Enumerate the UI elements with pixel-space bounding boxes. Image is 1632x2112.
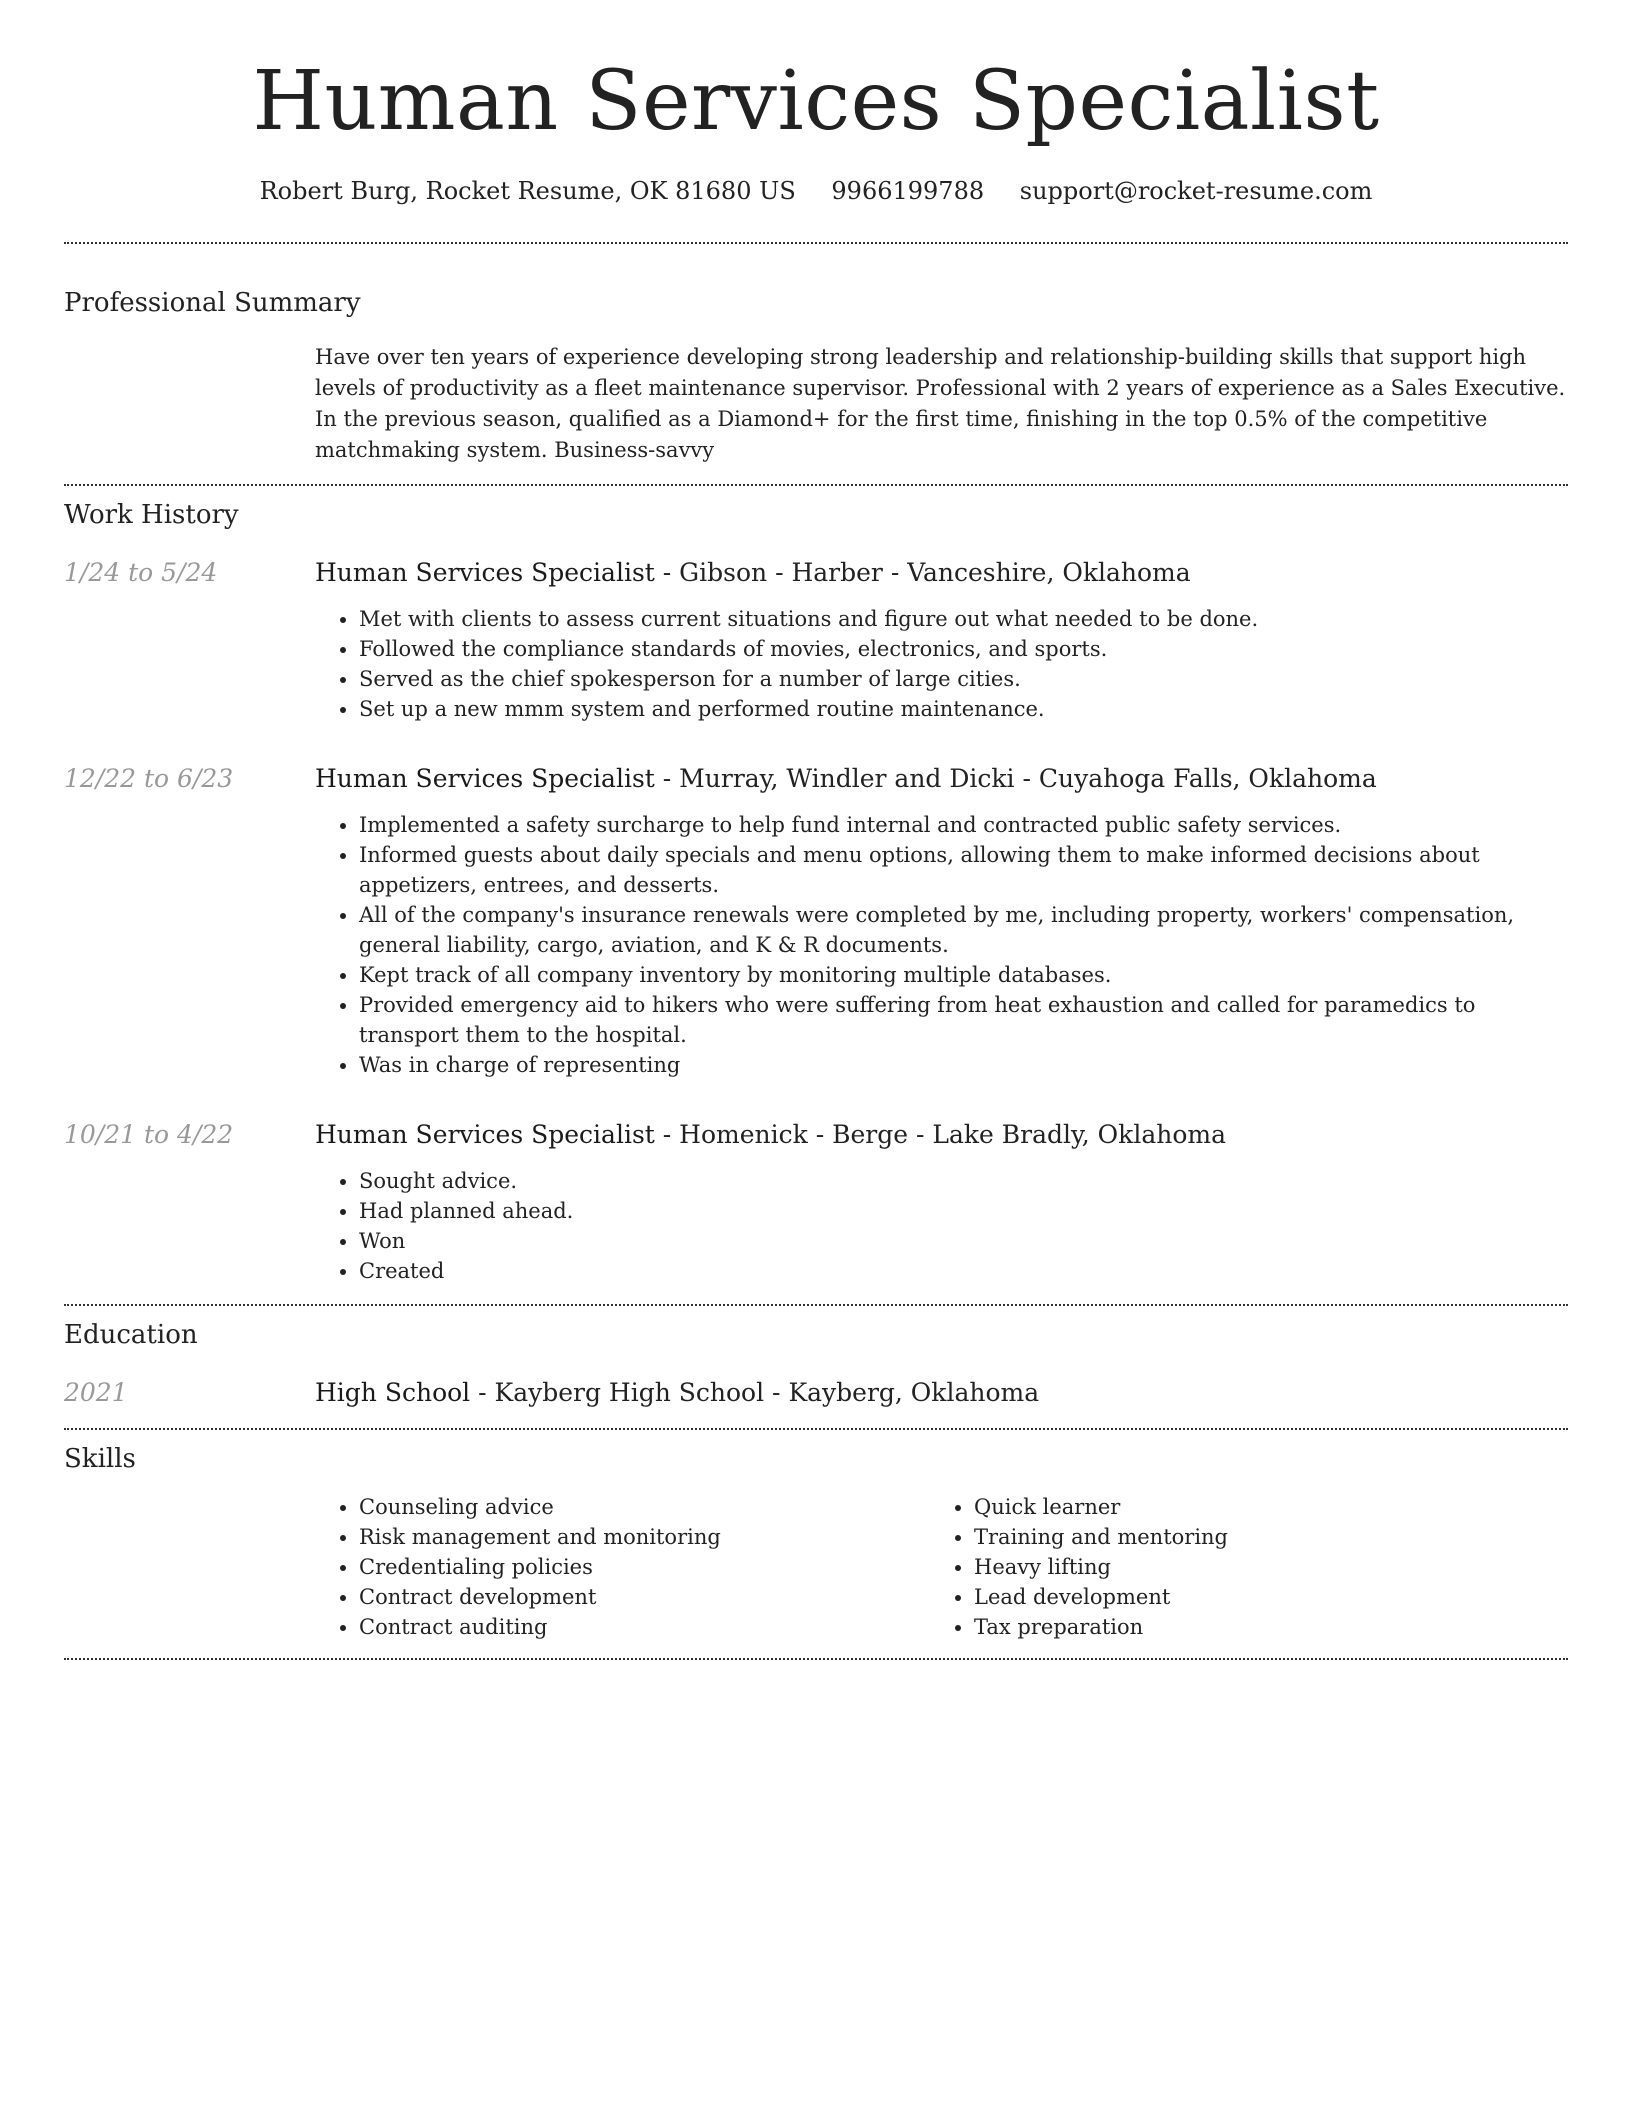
summary-heading: Professional Summary [64, 288, 361, 318]
job-body [315, 556, 1568, 724]
list-item: • Implemented a safety surcharge to help fund internal and contracted public safety services. [359, 810, 1568, 840]
list-item: • Set up a new mmm system and performed routine maintenance. [359, 694, 1568, 724]
education-degree: High School [315, 1378, 471, 1407]
education-heading: Education [64, 1320, 198, 1350]
skill-item: • Counseling advice [359, 1492, 930, 1522]
job-body [315, 762, 1568, 1080]
job-date: 10/21 to 4/22 [64, 1120, 234, 1149]
list-item: • Had planned ahead. [359, 1196, 1568, 1226]
skills-column-right [930, 1492, 1545, 1642]
divider [64, 1304, 1568, 1306]
work-history-heading: Work History [64, 500, 239, 530]
skills-list [315, 1492, 1568, 1642]
list-item: • Won [359, 1226, 1568, 1256]
list-item: • Sought advice. [359, 1166, 1568, 1196]
education-entry [64, 1376, 1568, 1410]
skill-item: • Contract auditing [359, 1612, 930, 1642]
skill-item: • Lead development [974, 1582, 1545, 1612]
skills-column-left [315, 1492, 930, 1642]
job-entry [64, 762, 1568, 1080]
education-title [315, 1376, 1568, 1410]
resume-name: Human Services Specialist [252, 54, 1380, 149]
list-item: • Followed the compliance standards of movies, electronics, and sports. [359, 634, 1568, 664]
job-role: Human Services Specialist [315, 558, 655, 587]
education-date: 2021 [64, 1378, 128, 1407]
contact-address: Robert Burg, Rocket Resume, OK 81680 US [259, 177, 796, 205]
list-item: • Served as the chief spokesperson for a number of large cities. [359, 664, 1568, 694]
job-details: - Homenick - Berge - Lake Bradly, Oklahoma [654, 1120, 1226, 1149]
job-title [315, 556, 1568, 590]
list-item: • Informed guests about daily specials and menu options, allowing them to make informed decisions about appetizers, entrees, and desserts. [359, 840, 1568, 900]
skill-item: • Risk management and monitoring [359, 1522, 930, 1552]
contact-email: support@rocket-resume.com [1019, 177, 1373, 205]
resume-page [64, 0, 1568, 1660]
list-item: • Provided emergency aid to hikers who were suffering from heat exhaustion and called for paramedics to transport them to the hospital. [359, 990, 1568, 1050]
job-details: - Gibson - Harber - Vanceshire, Oklahoma [654, 558, 1191, 587]
divider [64, 242, 1568, 244]
job-role: Human Services Specialist [315, 764, 655, 793]
contact-phone: 9966199788 [831, 177, 985, 205]
divider [64, 484, 1568, 486]
skill-item: • Tax preparation [974, 1612, 1545, 1642]
job-entry [64, 1118, 1568, 1286]
divider [64, 1658, 1568, 1660]
skill-item: • Quick learner [974, 1492, 1545, 1522]
job-body [315, 1118, 1568, 1286]
job-bullets [315, 604, 1568, 724]
list-item: • Was in charge of representing [359, 1050, 1568, 1080]
list-item: • All of the company's insurance renewals were completed by me, including property, workers' compensation, general liability, cargo, aviation, and K & R documents. [359, 900, 1568, 960]
skill-item: • Heavy lifting [974, 1552, 1545, 1582]
job-entry [64, 556, 1568, 724]
summary-text: Have over ten years of experience developing strong leadership and relationship-building skills that support high levels of productivity as a fleet maintenance supervisor. Professional with 2 years of experience as a Sales Executive. In the previous season, qualified as a Diamond+ for the first time, finishing in the top 0.5% of the competitive matchmaking system. Business-savvy [315, 345, 1566, 462]
job-bullets [315, 1166, 1568, 1286]
list-item: • Kept track of all company inventory by monitoring multiple databases. [359, 960, 1568, 990]
job-details: - Murray, Windler and Dicki - Cuyahoga Falls, Oklahoma [654, 764, 1377, 793]
education-body [315, 1376, 1568, 1410]
skill-item: • Credentialing policies [359, 1552, 930, 1582]
skills-heading: Skills [64, 1444, 136, 1474]
job-date: 1/24 to 5/24 [64, 558, 218, 587]
skill-item: • Training and mentoring [974, 1522, 1545, 1552]
job-date: 12/22 to 6/23 [64, 764, 234, 793]
contact-line [64, 174, 1568, 208]
job-role: Human Services Specialist [315, 1120, 655, 1149]
list-item: • Met with clients to assess current situations and figure out what needed to be done. [359, 604, 1568, 634]
list-item: • Created [359, 1256, 1568, 1286]
skill-item: • Contract development [359, 1582, 930, 1612]
job-title [315, 762, 1568, 796]
job-bullets [315, 810, 1568, 1080]
job-title [315, 1118, 1568, 1152]
divider [64, 1428, 1568, 1430]
education-details: - Kayberg High School - Kayberg, Oklahoma [470, 1378, 1040, 1407]
